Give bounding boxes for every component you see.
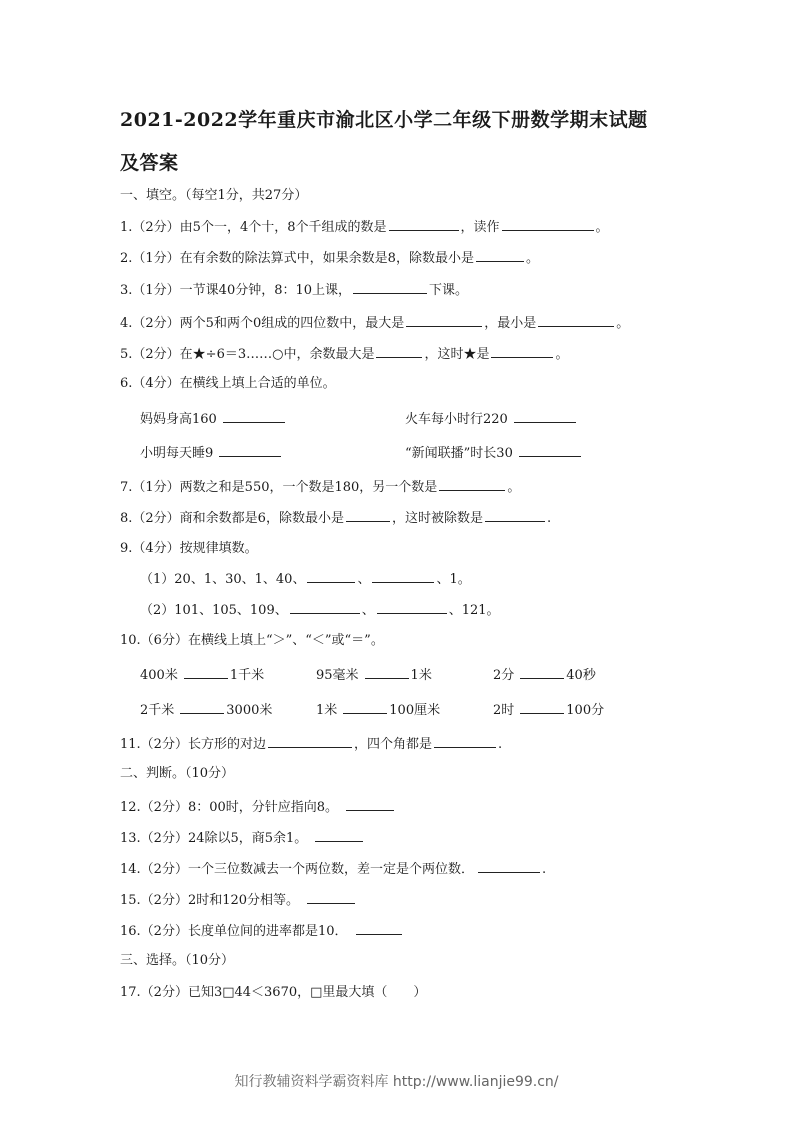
question-13: 13.（2分）24除以5，商5余1。	[120, 828, 365, 848]
answer-blank[interactable]	[502, 217, 594, 231]
answer-blank[interactable]	[485, 508, 545, 522]
question-6: 6.（4分）在横线上填上合适的单位。	[120, 376, 336, 391]
compare-item: 400米 1千米	[140, 665, 264, 685]
page-title: 2021-2022学年重庆市渝北区小学二年级下册数学期末试题	[120, 109, 648, 131]
compare-item: 2分 40秒	[493, 665, 596, 685]
page-title-continued: 及答案	[120, 152, 179, 174]
answer-blank[interactable]	[520, 700, 564, 714]
question-9-part-1: （1）20、1、30、1、40、 、 、1。	[140, 569, 471, 589]
question-16: 16.（2分）长度单位间的进率都是10．	[120, 921, 404, 941]
answer-blank[interactable]	[353, 280, 427, 294]
section-heading-judge: 二、判断。（10分）	[120, 766, 235, 781]
question-6-item: 妈妈身高160	[140, 409, 287, 429]
compare-item: 1米 100厘米	[316, 700, 440, 720]
answer-blank[interactable]	[223, 409, 285, 423]
answer-blank[interactable]	[307, 569, 355, 583]
question-9: 9.（4分）按规律填数。	[120, 541, 258, 556]
answer-blank[interactable]	[343, 700, 387, 714]
answer-blank[interactable]	[377, 600, 447, 614]
section-heading-choice: 三、选择。（10分）	[120, 953, 235, 968]
answer-blank[interactable]	[315, 828, 363, 842]
answer-blank[interactable]	[346, 797, 394, 811]
question-7: 7.（1分）两数之和是550，一个数是180，另一个数是 。	[120, 477, 520, 497]
question-11: 11.（2分）长方形的对边 ，四个角都是 .	[120, 734, 502, 754]
answer-blank[interactable]	[356, 921, 402, 935]
answer-blank[interactable]	[434, 734, 496, 748]
answer-blank[interactable]	[514, 409, 576, 423]
answer-blank[interactable]	[180, 700, 224, 714]
answer-blank[interactable]	[491, 344, 553, 358]
answer-blank[interactable]	[290, 600, 360, 614]
question-10: 10.（6分）在横线上填上“＞”、“＜”或“＝”。	[120, 633, 384, 648]
answer-blank[interactable]	[346, 508, 390, 522]
answer-blank[interactable]	[268, 734, 352, 748]
question-4: 4.（2分）两个5和两个0组成的四位数中，最大是 ，最小是 。	[120, 313, 629, 333]
question-17: 17.（2分）已知3□44＜3670，□里最大填（ ）	[120, 985, 427, 1000]
footer-watermark: 知行教辅资料学霸资料库 http://www.lianjie99.cn/	[234, 1074, 559, 1090]
compare-item: 95毫米 1米	[316, 665, 432, 685]
answer-blank[interactable]	[519, 443, 581, 457]
question-1: 1.（2分）由5个一，4个十，8个千组成的数是 ，读作 。	[120, 217, 609, 237]
answer-blank[interactable]	[406, 313, 482, 327]
question-15: 15.（2分）2时和120分相等。	[120, 890, 357, 910]
question-6-item: “新闻联播”时长30	[405, 443, 583, 463]
answer-blank[interactable]	[389, 217, 459, 231]
question-14: 14.（2分）一个三位数减去一个两位数，差一定是个两位数． .	[120, 859, 546, 879]
answer-blank[interactable]	[476, 248, 524, 262]
answer-blank[interactable]	[219, 443, 281, 457]
question-3: 3.（1分）一节课40分钟，8：10上课， 下课。	[120, 280, 468, 300]
answer-blank[interactable]	[307, 890, 355, 904]
answer-blank[interactable]	[184, 665, 228, 679]
question-6-item: 小明每天睡9	[140, 443, 283, 463]
section-heading-fill: 一、填空。（每空1分，共27分）	[120, 188, 308, 203]
answer-blank[interactable]	[439, 477, 505, 491]
answer-blank[interactable]	[520, 665, 564, 679]
answer-blank[interactable]	[365, 665, 409, 679]
compare-item: 2时 100分	[493, 700, 604, 720]
question-5: 5.（2分）在★÷6＝3……○中，余数最大是 ，这时★是 。	[120, 344, 568, 364]
question-9-part-2: （2）101、105、109、 、 、121。	[140, 600, 500, 620]
question-6-item: 火车每小时行220	[405, 409, 578, 429]
question-12: 12.（2分）8：00时，分针应指向8。	[120, 797, 396, 817]
answer-blank[interactable]	[372, 569, 434, 583]
answer-blank[interactable]	[478, 859, 540, 873]
compare-item: 2千米 3000米	[140, 700, 272, 720]
question-2: 2.（1分）在有余数的除法算式中，如果余数是8，除数最小是 。	[120, 248, 539, 268]
question-8: 8.（2分）商和余数都是6，除数最小是 ，这时被除数是 .	[120, 508, 551, 528]
answer-blank[interactable]	[376, 344, 422, 358]
answer-blank[interactable]	[538, 313, 614, 327]
